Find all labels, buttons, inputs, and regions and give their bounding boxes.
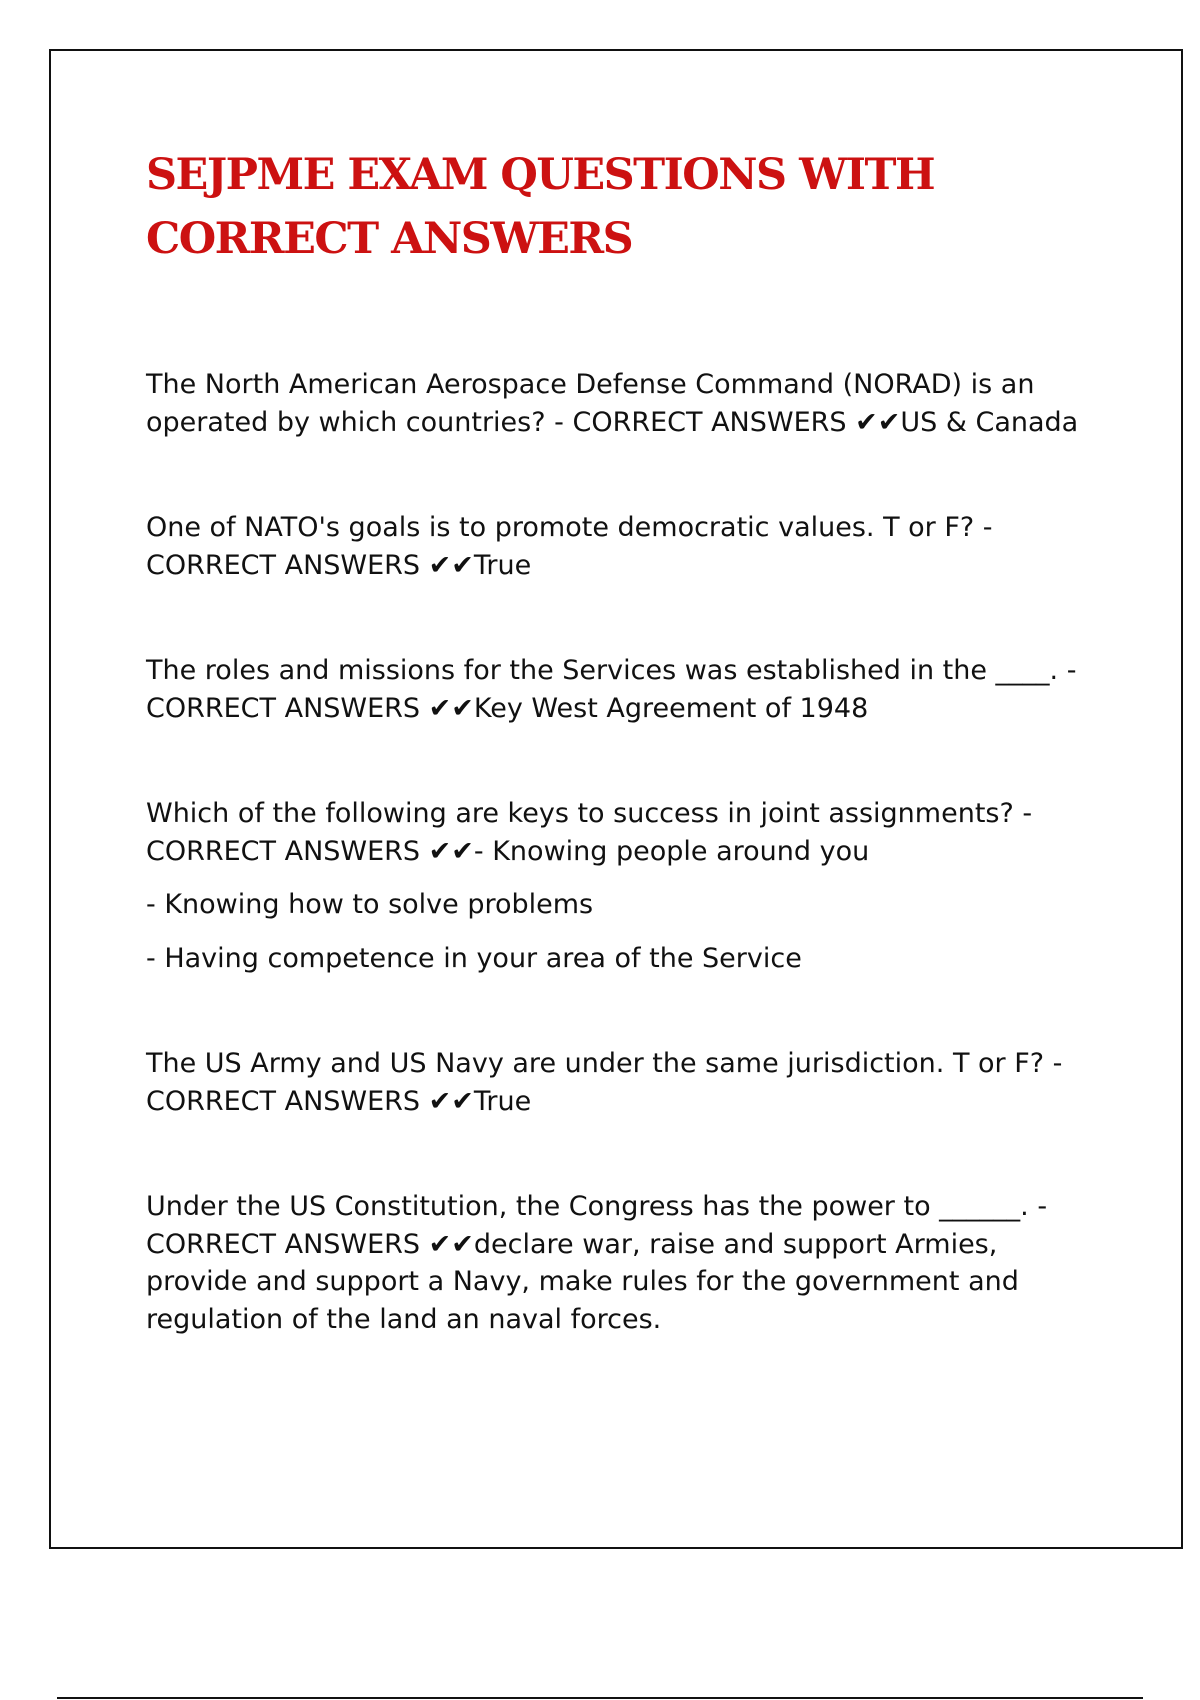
qa-extra-line: - Knowing how to solve problems [146,889,594,920]
qa-extra-line: - Having competence in your area of the Service [146,942,802,974]
qa-text: Under the US Constitution, the Congress has the power to ______. - CORRECT ANSWERS ✔✔declare war, raise and support Armies, provide and support a Navy, make rules for the government and regulation of the land an naval forces. [146,1191,1048,1335]
qa-item [146,1188,1096,1338]
qa-list [146,366,1096,1406]
qa-text: The roles and missions for the Services was established in the ____. - CORRECT ANSWERS ✔✔Key West Agreement of 1948 [146,655,1077,724]
document-title: SEJPME EXAM QUESTIONS WITH CORRECT ANSWERS [146,150,935,264]
qa-text: The US Army and US Navy are under the same jurisdiction. T or F? - CORRECT ANSWERS ✔✔True [146,1048,1063,1117]
qa-item [146,366,1096,441]
qa-item [146,795,1096,977]
qa-text: Which of the following are keys to success in joint assignments? - CORRECT ANSWERS ✔✔- Knowing people around you [146,798,1033,867]
qa-item [146,1045,1096,1120]
qa-item [146,652,1096,727]
qa-text: The North American Aerospace Defense Command (NORAD) is an operated by which countries? - CORRECT ANSWERS ✔✔US & Canada [146,369,1079,438]
footer-divider [57,1697,1143,1699]
qa-item [146,509,1096,584]
qa-text: One of NATO's goals is to promote democratic values. T or F? - CORRECT ANSWERS ✔✔True [146,512,993,581]
